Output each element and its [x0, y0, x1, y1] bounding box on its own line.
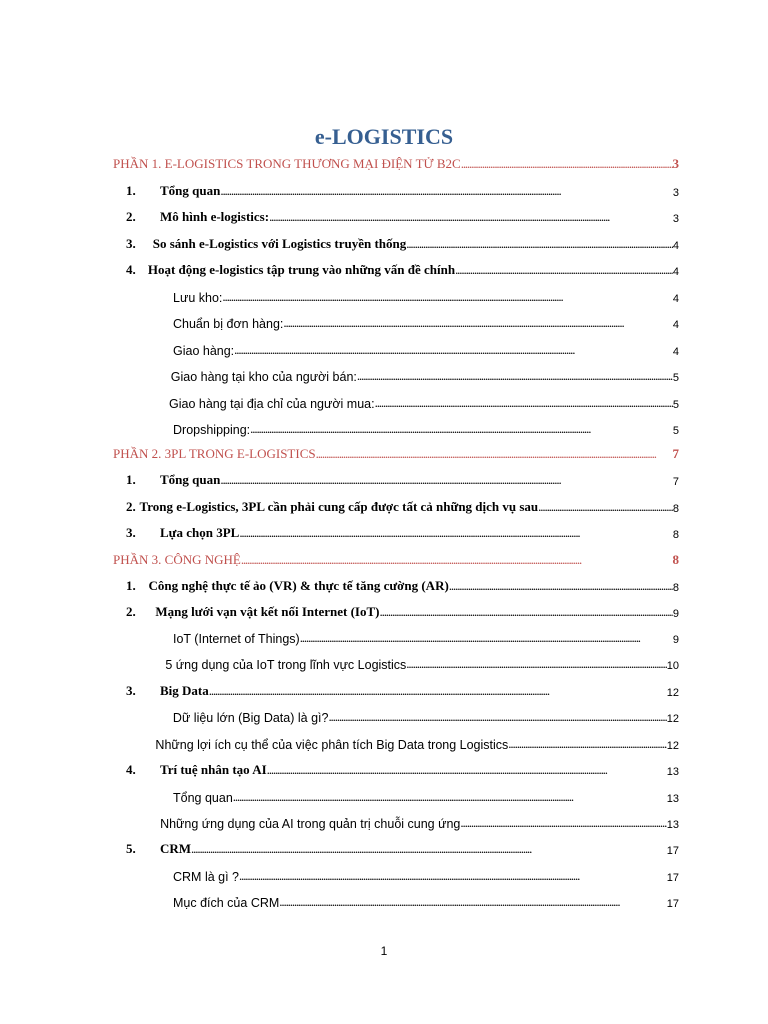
dot-leader — [357, 368, 673, 384]
dot-leader — [241, 552, 673, 568]
toc-entry-page: 9 — [672, 634, 679, 646]
dot-leader — [250, 421, 673, 437]
toc-entry-number: 4. — [126, 762, 136, 777]
toc-entry-label: Giao hàng tại địa chỉ của người mua: — [169, 397, 375, 411]
toc-subsection-entry[interactable] — [113, 864, 679, 884]
toc-entry-label: So sánh e-Logistics với Logistics truyền thống — [152, 236, 407, 251]
toc-subsection-entry[interactable] — [113, 364, 679, 384]
document-title: e-LOGISTICS — [314, 124, 454, 149]
toc-entry-number: 4. — [126, 262, 136, 277]
toc-subsection-entry[interactable] — [113, 391, 679, 411]
toc-entry-label: Dropshipping: — [173, 423, 251, 437]
toc-entry-number: 3. — [126, 236, 136, 251]
toc-entry-page: 5 — [672, 399, 679, 411]
toc-section-entry[interactable] — [113, 495, 679, 515]
dot-leader — [461, 156, 673, 172]
toc-entry-label: Chuẩn bị đơn hàng: — [173, 317, 284, 331]
toc-entry-page: 7 — [672, 446, 679, 461]
dot-leader — [234, 342, 673, 358]
dot-leader — [508, 736, 666, 752]
toc-entry-page: 4 — [672, 240, 679, 252]
dot-leader — [279, 894, 666, 910]
page-number: 1 — [380, 944, 388, 958]
dot-leader — [380, 604, 673, 620]
dot-leader — [209, 683, 667, 699]
toc-entry-number: 1. — [126, 578, 136, 593]
dot-leader — [449, 578, 673, 594]
toc-subsection-entry[interactable] — [113, 785, 679, 805]
dot-leader — [269, 209, 673, 225]
toc-entry-page: 13 — [666, 819, 679, 831]
toc-entry-number: 3. — [126, 683, 136, 698]
dot-leader — [460, 815, 666, 831]
toc-entry-label: IoT (Internet of Things) — [173, 632, 300, 646]
toc-entry-number: 2. — [126, 499, 136, 514]
toc-section-entry[interactable] — [113, 837, 679, 857]
toc-entry-number: 2. — [126, 209, 136, 224]
dot-leader — [328, 709, 666, 725]
toc-entry-label: Giao hàng tại kho của người bán: — [170, 370, 357, 384]
dot-leader — [406, 656, 666, 672]
toc-entry-page: 4 — [672, 266, 679, 278]
toc-section-entry[interactable] — [113, 468, 679, 488]
dot-leader — [455, 262, 673, 278]
dot-leader — [239, 525, 673, 541]
toc-entry-label: PHẦN 3. CÔNG NGHỆ — [113, 552, 241, 567]
toc-entry-label: Dữ liệu lớn (Big Data) là gì? — [172, 711, 329, 725]
toc-subsection-entry[interactable] — [113, 732, 679, 752]
toc-subsection-entry[interactable] — [113, 652, 679, 672]
toc-entry-label: Big Data — [160, 683, 209, 698]
toc-entry-label: Tổng quan — [160, 183, 221, 198]
toc-entry-page: 3 — [672, 187, 679, 199]
toc-entry-page: 10 — [666, 660, 679, 672]
toc-entry-label: Công nghệ thực tế ảo (VR) & thực tế tăng cường (AR) — [148, 578, 449, 593]
dot-leader — [220, 183, 673, 199]
toc-entry-page: 8 — [672, 552, 679, 567]
dot-leader — [300, 630, 673, 646]
toc-entry-label: Tổng quan — [173, 791, 233, 805]
toc-entry-number: 2. — [126, 604, 136, 619]
toc-subsection-entry[interactable] — [113, 705, 679, 725]
toc-section-entry[interactable] — [113, 205, 679, 225]
toc-entry-label: 5 ứng dụng của IoT trong lĩnh vực Logistics — [165, 658, 407, 672]
toc-entry-page: 9 — [672, 608, 679, 620]
toc-section-entry[interactable] — [113, 179, 679, 199]
toc-entry-page: 3 — [672, 156, 679, 171]
toc-entry-label: PHẦN 2. 3PL TRONG E-LOGISTICS — [113, 446, 316, 461]
dot-leader — [267, 762, 667, 778]
dot-leader — [283, 315, 673, 331]
toc-entry-label: Trí tuệ nhân tạo AI — [160, 762, 267, 777]
toc-entry-page: 17 — [666, 872, 679, 884]
toc-section-entry[interactable] — [113, 758, 679, 778]
toc-entry-label: Lựa chọn 3PL — [160, 525, 240, 540]
toc-section-entry[interactable] — [113, 258, 679, 278]
toc-entry-page: 13 — [666, 766, 679, 778]
toc-entry-page: 12 — [666, 740, 679, 752]
toc-entry-page: 17 — [666, 898, 679, 910]
toc-entry-number: 1. — [126, 472, 136, 487]
toc-entry-page: 4 — [672, 293, 679, 305]
toc-entry-page: 12 — [666, 713, 679, 725]
dot-leader — [233, 789, 667, 805]
toc-section-entry[interactable] — [113, 574, 679, 594]
toc-entry-label: CRM là gì ? — [173, 870, 239, 884]
toc-entry-label: Hoạt động e-logistics tập trung vào những vấn đề chính — [147, 262, 456, 277]
toc-subsection-entry[interactable] — [113, 811, 679, 831]
toc-entry-page: 8 — [672, 582, 679, 594]
toc-entry-label: Những lợi ích cụ thể của việc phân tích Big Data trong Logistics — [155, 738, 509, 752]
toc-entry-label: PHẦN 1. E-LOGISTICS TRONG THƯƠNG MẠI ĐIỆN TỬ B2C — [113, 156, 461, 171]
toc-subsection-entry[interactable] — [113, 417, 679, 437]
toc-part-heading[interactable] — [113, 548, 679, 568]
toc-entry-label: Mô hình e-logistics: — [160, 209, 270, 224]
toc-section-entry[interactable] — [113, 679, 679, 699]
dot-leader — [406, 236, 673, 252]
toc-subsection-entry[interactable] — [113, 285, 679, 305]
toc-entry-page: 8 — [672, 503, 679, 515]
toc-entry-page: 4 — [672, 319, 679, 331]
toc-subsection-entry[interactable] — [113, 311, 679, 331]
toc-entry-label: Lưu kho: — [173, 291, 223, 305]
toc-entry-page: 7 — [672, 476, 679, 488]
toc-entry-page: 5 — [672, 372, 679, 384]
toc-entry-label: Giao hàng: — [173, 344, 235, 358]
toc-entry-page: 8 — [672, 529, 679, 541]
toc-entry-label: Mục đích của CRM — [173, 896, 280, 910]
toc-entry-label: CRM — [160, 841, 192, 856]
toc-section-entry[interactable] — [113, 521, 679, 541]
toc-entry-number: 3. — [126, 525, 136, 540]
toc-part-heading[interactable] — [113, 442, 679, 462]
toc-subsection-entry[interactable] — [113, 626, 679, 646]
toc-entry-label: Tổng quan — [160, 472, 221, 487]
dot-leader — [222, 289, 673, 305]
toc-entry-page: 12 — [666, 687, 679, 699]
dot-leader — [316, 446, 673, 462]
toc-entry-label: Mạng lưới vạn vật kết nối Internet (IoT) — [155, 604, 380, 619]
toc-entry-page: 3 — [672, 213, 679, 225]
dot-leader — [538, 499, 673, 515]
dot-leader — [191, 841, 667, 857]
toc-entry-page: 4 — [672, 346, 679, 358]
toc-section-entry[interactable] — [113, 232, 679, 252]
toc-entry-page: 17 — [666, 845, 679, 857]
dot-leader — [220, 472, 673, 488]
toc-entry-number: 1. — [126, 183, 136, 198]
toc-entry-number: 5. — [126, 841, 136, 856]
toc-subsection-entry[interactable] — [113, 890, 679, 910]
toc-part-heading[interactable] — [113, 152, 679, 172]
toc-entry-label: Trong e-Logistics, 3PL cần phải cung cấp được tất cả những dịch vụ sau — [139, 499, 539, 514]
toc-entry-page: 5 — [672, 425, 679, 437]
dot-leader — [239, 868, 667, 884]
dot-leader — [375, 395, 673, 411]
toc-entry-page: 13 — [666, 793, 679, 805]
toc-section-entry[interactable] — [113, 600, 679, 620]
toc-subsection-entry[interactable] — [113, 338, 679, 358]
toc-entry-label: Những ứng dụng của AI trong quản trị chuỗi cung ứng — [160, 817, 461, 831]
